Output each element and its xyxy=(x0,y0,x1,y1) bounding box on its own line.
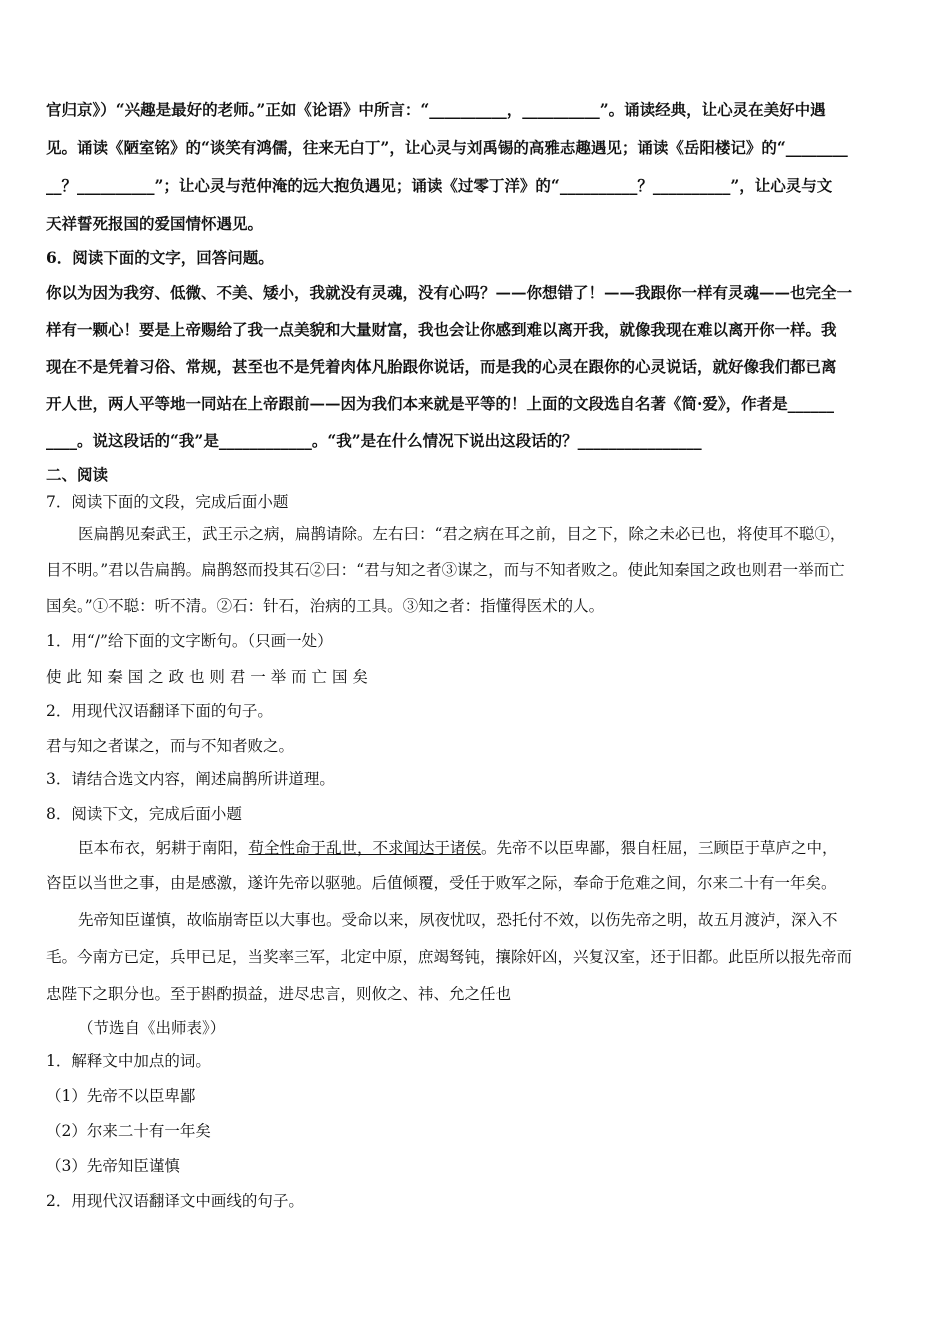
q8-item: （3）先帝知臣谨慎 xyxy=(46,1157,180,1175)
q8-p1-b: 。先帝不以臣卑鄙，猥自枉屈，三顾臣于草庐之中， xyxy=(481,839,838,857)
q8-item: （2）尔来二十有一年矣 xyxy=(46,1122,211,1140)
q8-passage-line: 忠陛下之职分也。至于斟酌损益，进尽忠言，则攸之、祎、允之任也 xyxy=(46,985,512,1003)
q7-passage-line: 目不明。”君以告扁鹊。扁鹊怒而投其石②曰：“君与知之者③谋之，而与不知者败之。使此知秦国之政也则君一举而亡 xyxy=(46,561,845,579)
q6-passage-line: 现在不是凭着习俗、常规，甚至也不是凭着肉体凡胎跟你说话，而是我的心灵在跟你的心灵说话，就好像我们都已离 xyxy=(46,357,837,376)
underlined-sentence: 苟全性命于乱世，不求闻达于诸侯 xyxy=(248,839,482,857)
q6-passage-line: 样有一颗心！要是上帝赐给了我一点美貌和大量财富，我也会让你感到难以离开我，就像我现在难以离开你一样。我 xyxy=(46,320,837,339)
q7-sub3: 3．请结合选文内容，阐述扁鹊所讲道理。 xyxy=(46,770,335,788)
q7-sub2-text: 君与知之者谋之，而与不知者败之。 xyxy=(46,737,295,755)
q6-passage-line: 开人世，两人平等地一同站在上帝跟前——因为我们本来就是平等的！上面的文段选自名著《简·爱》，作者是______ xyxy=(46,394,835,413)
q6-passage-line: 你以为因为我穷、低微、不美、矮小，我就没有灵魂，没有心吗？——你想错了！——我跟你一样有灵魂——也完全一 xyxy=(46,283,853,302)
q7-passage-line: 国矣。”①不聪：听不清。②石：针石，治病的工具。③知之者：指懂得医术的人。 xyxy=(46,597,605,615)
q7-passage-line: 医扁鹊见秦武王，武王示之病，扁鹊请除。左右曰：“君之病在耳之前，目之下，除之未必已也，将使耳不聪①， xyxy=(78,525,846,543)
q5-line-1: 官归京》）“兴趣是最好的老师。”正如《论语》中所言：“__________，__________”。诵读经典，让心灵在美好中遇 xyxy=(46,100,826,119)
section-title: 二、阅读 xyxy=(46,465,109,484)
q6-title: 6．阅读下面的文字，回答问题。 xyxy=(46,248,274,267)
q7-sub1: 1．用“/”给下面的文字断句。（只画一处） xyxy=(46,632,333,650)
q8-passage-line: 咨臣以当世之事，由是感激，遂许先帝以驱驰。后值倾覆，受任于败军之际，奉命于危难之间，尔来二十有一年矣。 xyxy=(46,874,837,892)
q8-sub2: 2．用现代汉语翻译文中画线的句子。 xyxy=(46,1192,304,1210)
q8-passage-line: 毛。今南方已定，兵甲已足，当奖率三军，北定中原，庶竭驽钝，攘除奸凶，兴复汉室，还于旧都。此臣所以报先帝而 xyxy=(46,948,853,966)
q8-passage-line xyxy=(46,836,838,858)
q8-passage-line: 先帝知臣谨慎，故临崩寄臣以大事也。受命以来，夙夜忧叹，恐托付不效，以伤先帝之明，故五月渡泸，深入不 xyxy=(78,911,838,929)
q6-passage-line: ____。说这段话的“我”是____________。“我”是在什么情况下说出这段话的？________________ xyxy=(46,431,702,450)
q7-title: 7．阅读下面的文段，完成后面小题 xyxy=(46,493,289,511)
q7-sub1-text: 使 此 知 秦 国 之 政 也 则 君 一 举 而 亡 国 矣 xyxy=(46,668,368,686)
q8-item: （1）先帝不以臣卑鄙 xyxy=(46,1087,196,1105)
q8-p1-a: 臣本布衣，躬耕于南阳， xyxy=(78,839,249,857)
q8-title: 8．阅读下文，完成后面小题 xyxy=(46,805,242,823)
q8-sub1: 1．解释文中加点的词。 xyxy=(46,1052,211,1070)
q5-line-3: __？__________”；让心灵与范仲淹的远大抱负遇见；诵读《过零丁洋》的“__________？__________”，让心灵与文 xyxy=(46,176,833,195)
q7-sub2: 2．用现代汉语翻译下面的句子。 xyxy=(46,702,273,720)
q5-line-2: 见。诵读《陋室铭》的“谈笑有鸿儒，往来无白丁”，让心灵与刘禹锡的高雅志趣遇见；诵读《岳阳楼记》的“________ xyxy=(46,138,848,157)
q8-source: （节选自《出师表》） xyxy=(78,1019,226,1037)
q5-line-4: 天祥誓死报国的爱国情怀遇见。 xyxy=(46,214,264,233)
